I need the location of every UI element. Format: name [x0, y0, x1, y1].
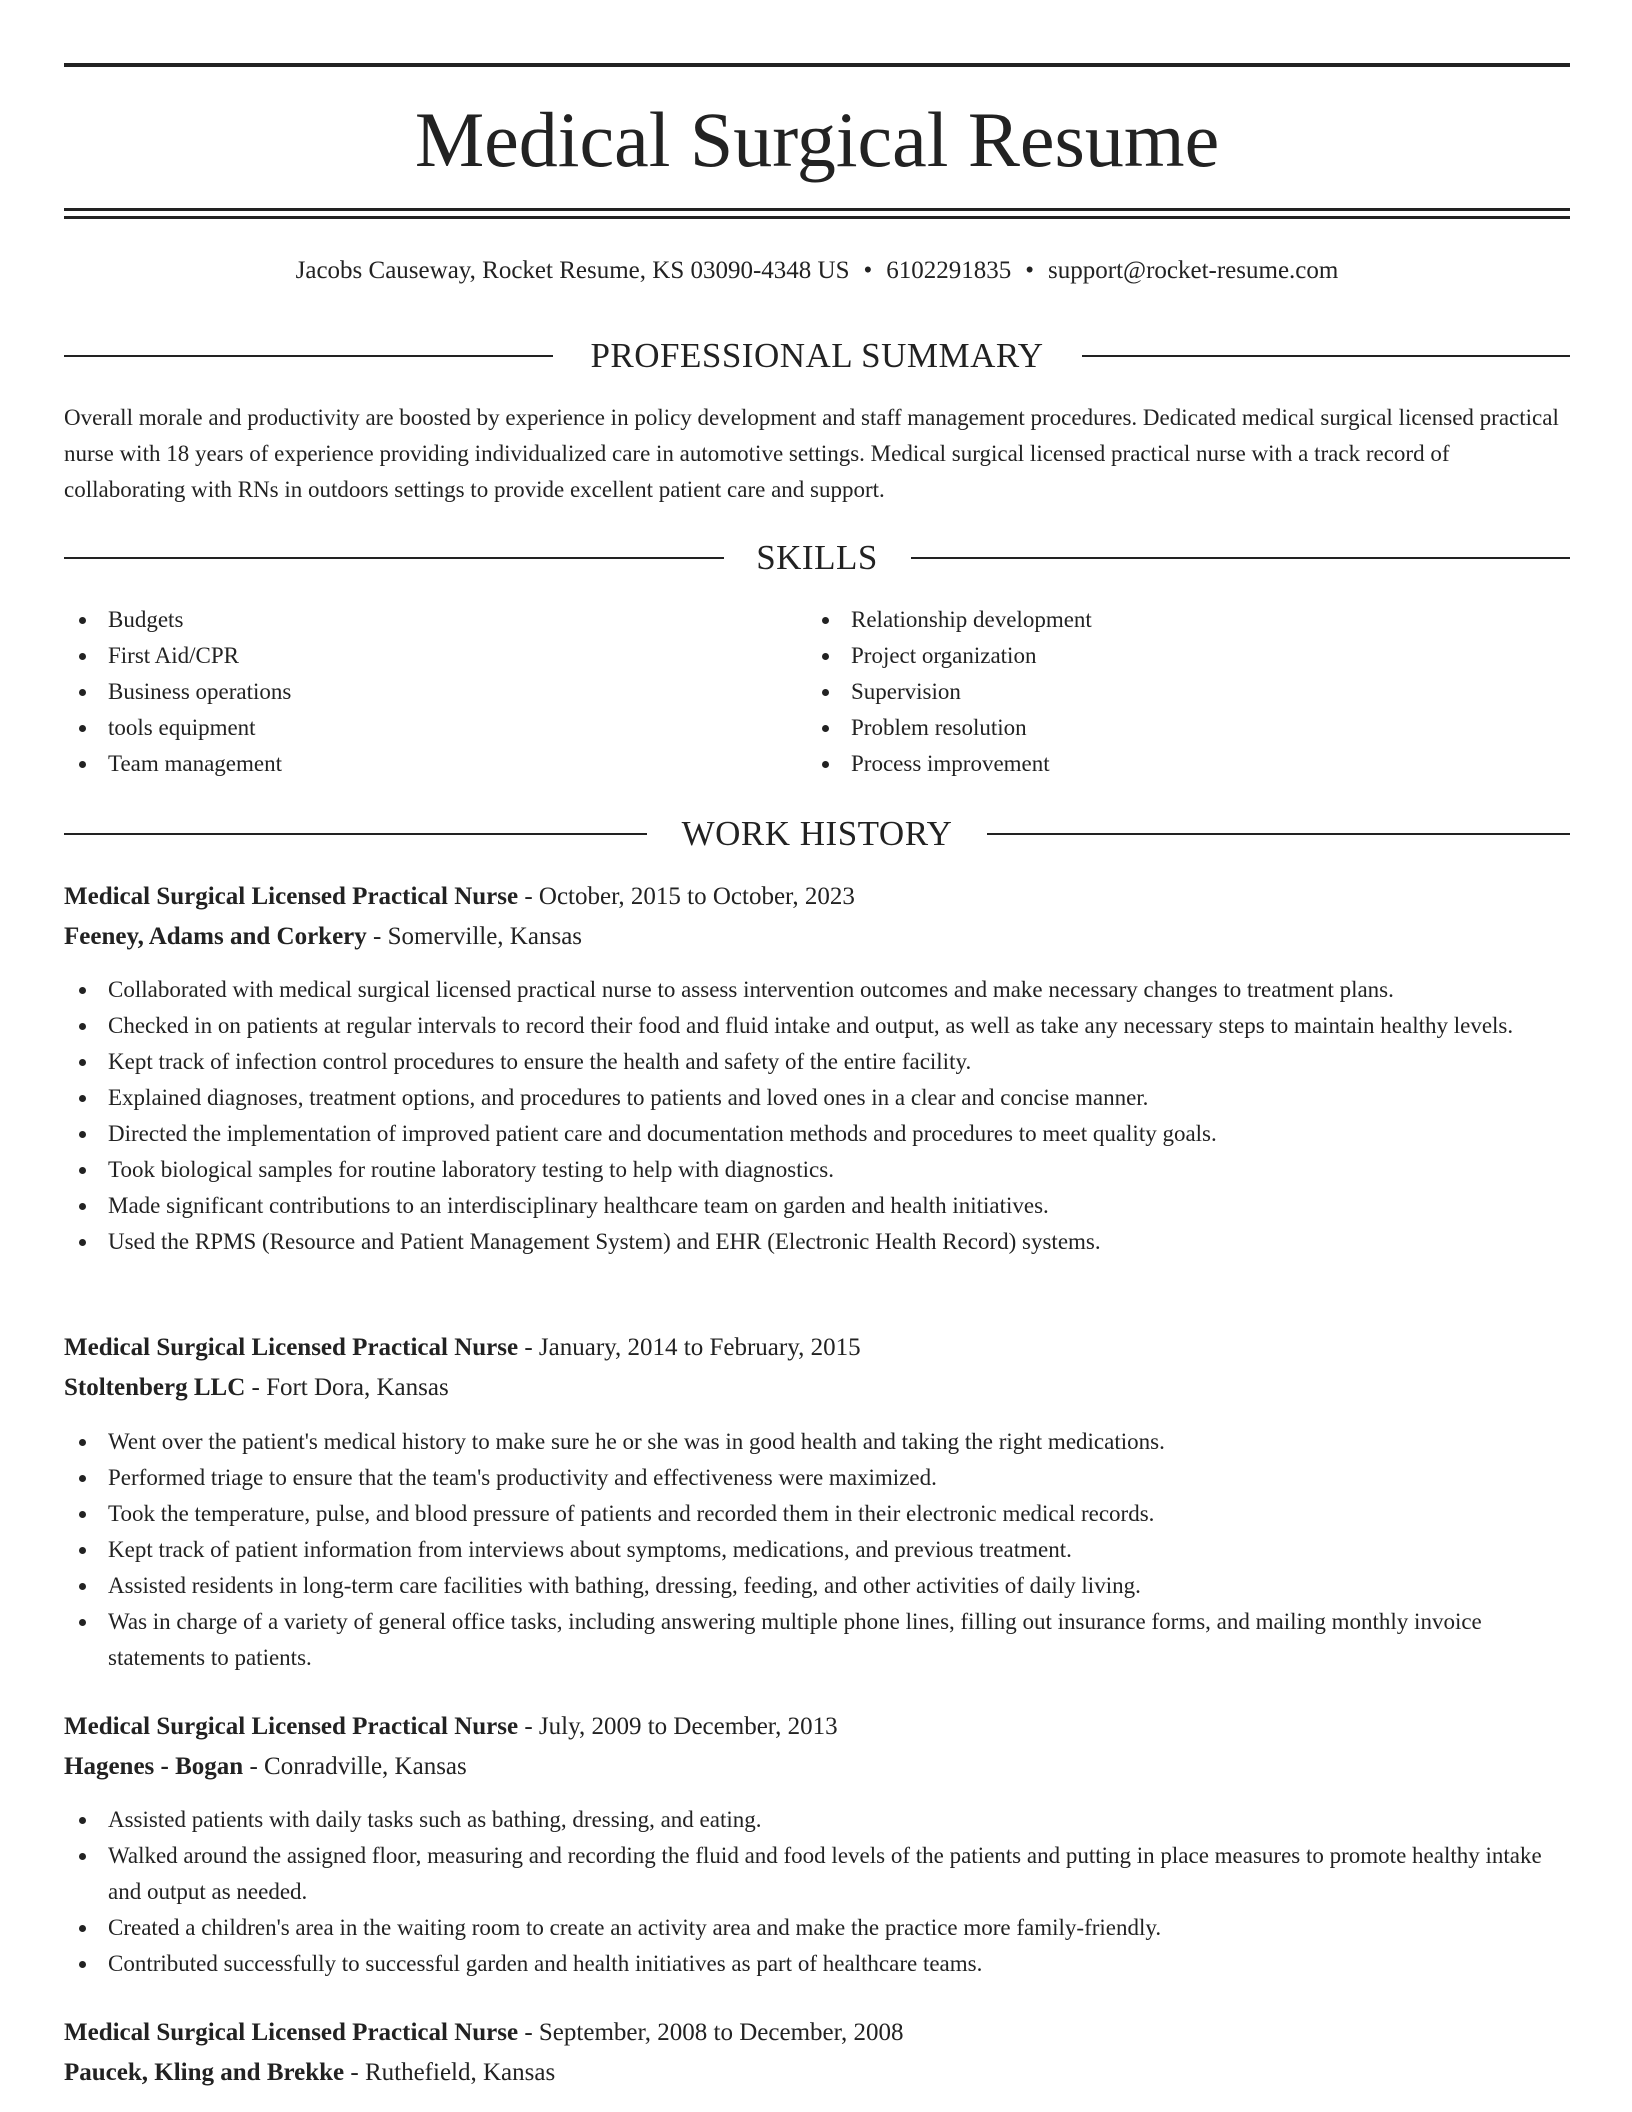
job-employer-line: [64, 2054, 1570, 2092]
job-duties-list: [64, 1424, 1570, 1676]
duty-item: Used the RPMS (Resource and Patient Management System) and EHR (Electronic Health Record) systems.: [64, 1224, 1570, 1260]
skill-item: Problem resolution: [807, 710, 1567, 746]
heading-rule-right: [987, 833, 1570, 835]
section-heading-work-history: [64, 812, 1570, 856]
duty-item: Walked around the assigned floor, measuring and recording the fluid and food levels of the patients and putting in place measures to promote healthy intake and output as needed.: [64, 1838, 1570, 1910]
summary-text: Overall morale and productivity are boosted by experience in policy development and staff management procedures. Dedicated medical surgical licensed practical nurse with 18 years of experience providing individualized care in automotive settings. Medical surgical licensed practical nurse with a track record of collaborating with RNs in outdoors settings to provide excellent patient care and support.: [64, 405, 1559, 502]
job-title-line: [64, 1708, 1570, 1746]
duty-item: Kept track of infection control procedures to ensure the health and safety of the entire facility.: [64, 1044, 1570, 1080]
duty-item: Directed the implementation of improved patient care and documentation methods and procedures to meet quality goals.: [64, 1116, 1570, 1152]
job-title: Medical Surgical Licensed Practical Nurse: [64, 2019, 519, 2046]
job-location: - Ruthefield, Kansas: [344, 2059, 556, 2086]
job-title-line: [64, 2014, 1570, 2052]
section-heading-summary: [64, 334, 1570, 378]
job-dates: - October, 2015 to October, 2023: [518, 883, 855, 910]
duty-item: Performed triage to ensure that the team's productivity and effectiveness were maximized.: [64, 1460, 1570, 1496]
duty-item: Took the temperature, pulse, and blood pressure of patients and recorded them in their electronic medical records.: [64, 1496, 1570, 1532]
duty-item: Contributed successfully to successful garden and health initiatives as part of healthcare teams.: [64, 1946, 1570, 1982]
page-title: Medical Surgical Resume: [414, 96, 1220, 183]
duty-item: Made significant contributions to an interdisciplinary healthcare team on garden and health initiatives.: [64, 1188, 1570, 1224]
duty-item: Collaborated with medical surgical licensed practical nurse to assess intervention outcomes and make necessary changes to treatment plans.: [64, 972, 1570, 1008]
skill-item: Relationship development: [807, 602, 1567, 638]
job-employer-line: [64, 918, 1570, 956]
skill-item: Project organization: [807, 638, 1567, 674]
section-heading-label: WORK HISTORY: [681, 814, 953, 853]
job-duties-list: [64, 1802, 1570, 1982]
skill-item: Team management: [64, 746, 804, 782]
job-duties-list: [64, 972, 1570, 1260]
job-dates: - January, 2014 to February, 2015: [518, 1334, 861, 1361]
job-location: - Fort Dora, Kansas: [245, 1374, 449, 1401]
skill-item: tools equipment: [64, 710, 804, 746]
skills-list-right: [807, 602, 1567, 782]
contact-address: Jacobs Causeway, Rocket Resume, KS 03090-4348 US: [295, 257, 850, 284]
top-rule: [64, 63, 1570, 67]
job-title: Medical Surgical Licensed Practical Nurse: [64, 1334, 519, 1361]
job-employer-line: [64, 1748, 1570, 1786]
duty-item: Assisted patients with daily tasks such as bathing, dressing, and eating.: [64, 1802, 1570, 1838]
job-location: - Somerville, Kansas: [366, 923, 583, 950]
contact-separator: •: [1025, 257, 1035, 284]
skill-item: Business operations: [64, 674, 804, 710]
heading-rule-right: [911, 557, 1570, 559]
job-dates: - July, 2009 to December, 2013: [518, 1713, 838, 1740]
duty-item: Went over the patient's medical history to make sure he or she was in good health and taking the right medications.: [64, 1424, 1570, 1460]
duty-item: Explained diagnoses, treatment options, and procedures to patients and loved ones in a clear and concise manner.: [64, 1080, 1570, 1116]
job-location: - Conradville, Kansas: [243, 1753, 467, 1780]
contact-line: [64, 254, 1570, 288]
job-employer-line: [64, 1369, 1570, 1407]
heading-rule-right: [1082, 355, 1570, 357]
skill-item: Process improvement: [807, 746, 1567, 782]
skill-item: First Aid/CPR: [64, 638, 804, 674]
job-title: Medical Surgical Licensed Practical Nurse: [64, 1713, 519, 1740]
title-rule-lower: [64, 216, 1570, 219]
section-heading-label: SKILLS: [756, 538, 878, 577]
duty-item: Took biological samples for routine laboratory testing to help with diagnostics.: [64, 1152, 1570, 1188]
section-heading-skills: [64, 536, 1570, 580]
skill-item: Supervision: [807, 674, 1567, 710]
skill-item: Budgets: [64, 602, 804, 638]
duty-item: Checked in on patients at regular intervals to record their food and fluid intake and output, as well as take any necessary steps to maintain healthy levels.: [64, 1008, 1570, 1044]
job-dates: - September, 2008 to December, 2008: [518, 2019, 904, 2046]
job-employer: Hagenes - Bogan: [64, 1753, 244, 1780]
contact-separator: •: [863, 257, 873, 284]
duty-item: Kept track of patient information from interviews about symptoms, medications, and previous treatment.: [64, 1532, 1570, 1568]
job-employer: Stoltenberg LLC: [64, 1374, 246, 1401]
contact-phone: 6102291835: [886, 257, 1012, 284]
duty-item: Assisted residents in long-term care facilities with bathing, dressing, feeding, and other activities of daily living.: [64, 1568, 1570, 1604]
job-employer: Feeney, Adams and Corkery: [64, 923, 367, 950]
job-title: Medical Surgical Licensed Practical Nurse: [64, 883, 519, 910]
section-heading-label: PROFESSIONAL SUMMARY: [590, 336, 1044, 375]
job-title-line: [64, 878, 1570, 916]
duty-item: Created a children's area in the waiting room to create an activity area and make the practice more family-friendly.: [64, 1910, 1570, 1946]
job-title-line: [64, 1329, 1570, 1367]
job-employer: Paucek, Kling and Brekke: [64, 2059, 345, 2086]
duty-item: Was in charge of a variety of general office tasks, including answering multiple phone lines, filling out insurance forms, and mailing monthly invoice statements to patients.: [64, 1604, 1570, 1676]
contact-email: support@rocket-resume.com: [1048, 257, 1339, 284]
skills-list-left: [64, 602, 804, 782]
title-rule-upper: [64, 208, 1570, 211]
